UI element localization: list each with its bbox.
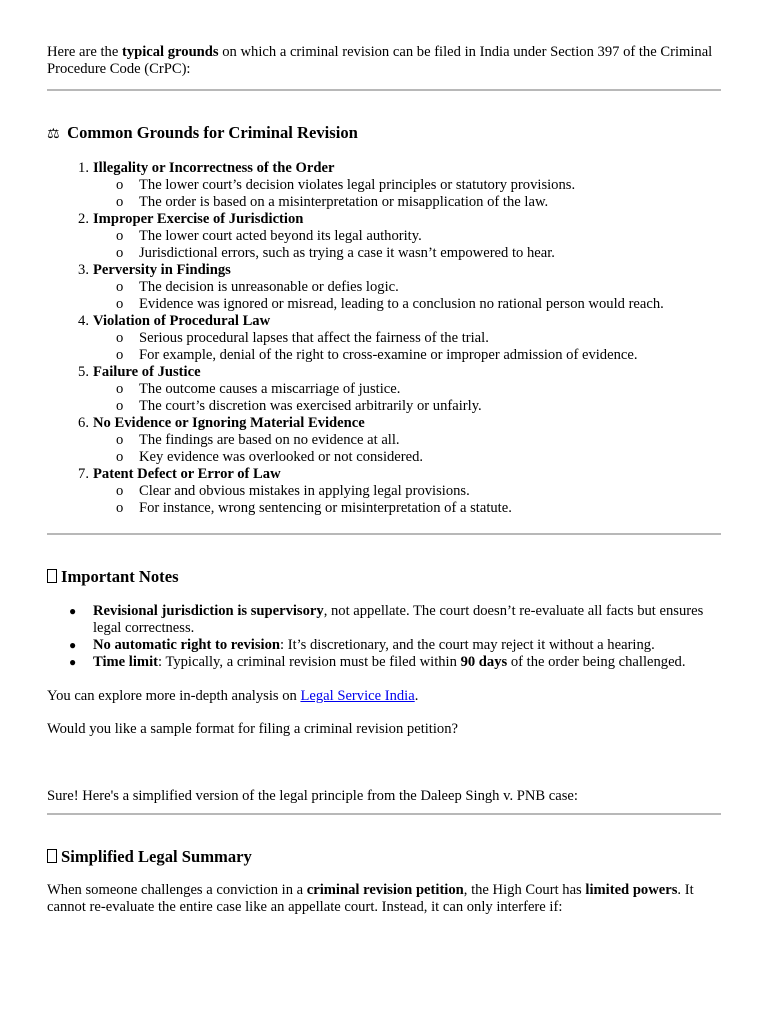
ground-item xyxy=(78,211,721,262)
intro-bold: typical grounds xyxy=(121,44,219,60)
ground-sub-text: The court’s discretion was exercised arbitrarily or unfairly. xyxy=(139,398,482,414)
ground-number: 6. xyxy=(78,415,89,431)
ground-title: Illegality or Incorrectness of the Order xyxy=(93,160,335,176)
legal-service-india-link[interactable]: Legal Service India xyxy=(300,688,415,704)
list-item xyxy=(116,483,721,500)
circle-bullet-icon: o xyxy=(116,177,124,193)
ground-sub-text: The lower court’s decision violates legal principles or statutory provisions. xyxy=(139,177,576,193)
ground-sub-text: For example, denial of the right to cross-examine or improper admission of evidence. xyxy=(139,347,638,363)
circle-bullet-icon: o xyxy=(116,296,124,312)
note-text: , not appellate. The court doesn’t re-evaluate all facts but ensures legal correctness. xyxy=(93,603,704,636)
explore-text-end: . xyxy=(414,688,419,704)
divider-2 xyxy=(47,533,721,535)
list-item xyxy=(116,228,721,245)
circle-bullet-icon: o xyxy=(116,432,124,448)
ground-sub-text: The findings are based on no evidence at all. xyxy=(139,432,400,448)
bullet-icon: ● xyxy=(69,604,77,618)
list-item xyxy=(69,603,721,637)
divider-3 xyxy=(47,813,721,815)
list-item xyxy=(116,330,721,347)
list-item xyxy=(69,654,721,671)
ground-sub-list xyxy=(93,330,721,364)
note-bold: 90 days xyxy=(460,654,508,670)
missing-glyph-icon xyxy=(47,849,57,863)
ground-title: Perversity in Findings xyxy=(93,262,231,278)
ground-sub-list xyxy=(93,381,721,415)
ground-item xyxy=(78,364,721,415)
ground-title: No Evidence or Ignoring Material Evidence xyxy=(93,415,365,431)
ground-item xyxy=(78,160,721,211)
bullet-icon: ● xyxy=(69,655,77,669)
ground-number: 7. xyxy=(78,466,89,482)
ground-item xyxy=(78,262,721,313)
ground-item xyxy=(78,415,721,466)
intro-text-post: on which a criminal revision can be filed in India under Section 397 of the Criminal Procedure Code (CrPC): xyxy=(47,44,713,77)
ground-sub-text: Clear and obvious mistakes in applying legal provisions. xyxy=(139,483,470,499)
section-heading-common-grounds xyxy=(47,123,721,144)
section-heading-text: Common Grounds for Criminal Revision xyxy=(67,123,358,142)
ground-title: Violation of Procedural Law xyxy=(93,313,271,329)
ground-sub-text: The decision is unreasonable or defies logic. xyxy=(139,279,399,295)
intro-paragraph xyxy=(47,44,721,78)
note-text: : It’s discretionary, and the court may reject it without a hearing. xyxy=(280,637,655,653)
ground-sub-list xyxy=(93,432,721,466)
ground-sub-list xyxy=(93,483,721,517)
grounds-list xyxy=(47,160,721,517)
notes-list xyxy=(47,603,721,671)
ground-sub-text: The outcome causes a miscarriage of justice. xyxy=(139,381,401,397)
circle-bullet-icon: o xyxy=(116,347,124,363)
explore-paragraph xyxy=(47,688,721,705)
section-heading-text: Important Notes xyxy=(61,567,179,586)
circle-bullet-icon: o xyxy=(116,194,124,210)
summary-text: When someone challenges a conviction in a xyxy=(47,882,307,898)
circle-bullet-icon: o xyxy=(116,500,124,516)
summary-text: . It cannot re-evaluate the entire case like an appellate court. Instead, it can only interfere if: xyxy=(47,882,694,915)
section-heading-simplified-summary xyxy=(47,847,721,867)
ground-sub-list xyxy=(93,228,721,262)
ground-number: 5. xyxy=(78,364,89,380)
ground-item xyxy=(78,313,721,364)
summary-paragraph xyxy=(47,882,721,916)
note-text: : Typically, a criminal revision must be filed within xyxy=(158,654,461,670)
note-bold: Revisional jurisdiction is supervisory xyxy=(93,603,324,619)
note-bold: No automatic right to revision xyxy=(93,637,280,653)
circle-bullet-icon: o xyxy=(116,398,124,414)
missing-glyph-icon xyxy=(47,569,57,583)
ground-sub-text: Jurisdictional errors, such as trying a case it wasn’t empowered to hear. xyxy=(139,245,555,261)
section-heading-important-notes xyxy=(47,567,721,587)
ground-number: 3. xyxy=(78,262,89,278)
note-bold: Time limit xyxy=(93,654,158,670)
ground-number: 4. xyxy=(78,313,89,329)
list-item xyxy=(116,279,721,296)
divider-1 xyxy=(47,89,721,91)
circle-bullet-icon: o xyxy=(116,279,124,295)
followup-question: Would you like a sample format for filing a criminal revision petition? xyxy=(47,721,458,737)
ground-number: 2. xyxy=(78,211,89,227)
list-item xyxy=(69,637,721,654)
ground-sub-text: Evidence was ignored or misread, leading to a conclusion no rational person would reach. xyxy=(139,296,664,312)
list-item xyxy=(116,432,721,449)
circle-bullet-icon: o xyxy=(116,330,124,346)
section-heading-text: Simplified Legal Summary xyxy=(61,847,252,866)
list-item xyxy=(116,381,721,398)
ground-item xyxy=(78,466,721,517)
scales-icon: ⚖ xyxy=(47,126,60,142)
list-item xyxy=(116,296,721,313)
circle-bullet-icon: o xyxy=(116,449,124,465)
circle-bullet-icon: o xyxy=(116,228,124,244)
response-intro: Sure! Here's a simplified version of the legal principle from the Daleep Singh v. PNB case: xyxy=(47,788,578,804)
circle-bullet-icon: o xyxy=(116,381,124,397)
intro-text-pre: Here are the xyxy=(47,44,122,60)
ground-sub-text: Key evidence was overlooked or not considered. xyxy=(139,449,424,465)
list-item xyxy=(116,500,721,517)
ground-title: Improper Exercise of Jurisdiction xyxy=(93,211,304,227)
ground-title: Failure of Justice xyxy=(93,364,201,380)
ground-title: Patent Defect or Error of Law xyxy=(93,466,281,482)
summary-text: , the High Court has xyxy=(463,882,586,898)
summary-bold: limited powers xyxy=(585,882,678,898)
list-item xyxy=(116,347,721,364)
ground-sub-text: Serious procedural lapses that affect the fairness of the trial. xyxy=(139,330,489,346)
list-item xyxy=(116,398,721,415)
ground-sub-text: The lower court acted beyond its legal authority. xyxy=(139,228,422,244)
circle-bullet-icon: o xyxy=(116,245,124,261)
list-item xyxy=(116,245,721,262)
list-item xyxy=(116,449,721,466)
list-item xyxy=(116,194,721,211)
explore-text: You can explore more in-depth analysis on xyxy=(47,688,301,704)
circle-bullet-icon: o xyxy=(116,483,124,499)
summary-bold: criminal revision petition xyxy=(306,882,464,898)
ground-sub-text: For instance, wrong sentencing or misinterpretation of a statute. xyxy=(139,500,512,516)
ground-sub-text: The order is based on a misinterpretation or misapplication of the law. xyxy=(139,194,549,210)
bullet-icon: ● xyxy=(69,638,77,652)
ground-number: 1. xyxy=(78,160,89,176)
note-text: of the order being challenged. xyxy=(507,654,686,670)
list-item xyxy=(116,177,721,194)
ground-sub-list xyxy=(93,177,721,211)
ground-sub-list xyxy=(93,279,721,313)
